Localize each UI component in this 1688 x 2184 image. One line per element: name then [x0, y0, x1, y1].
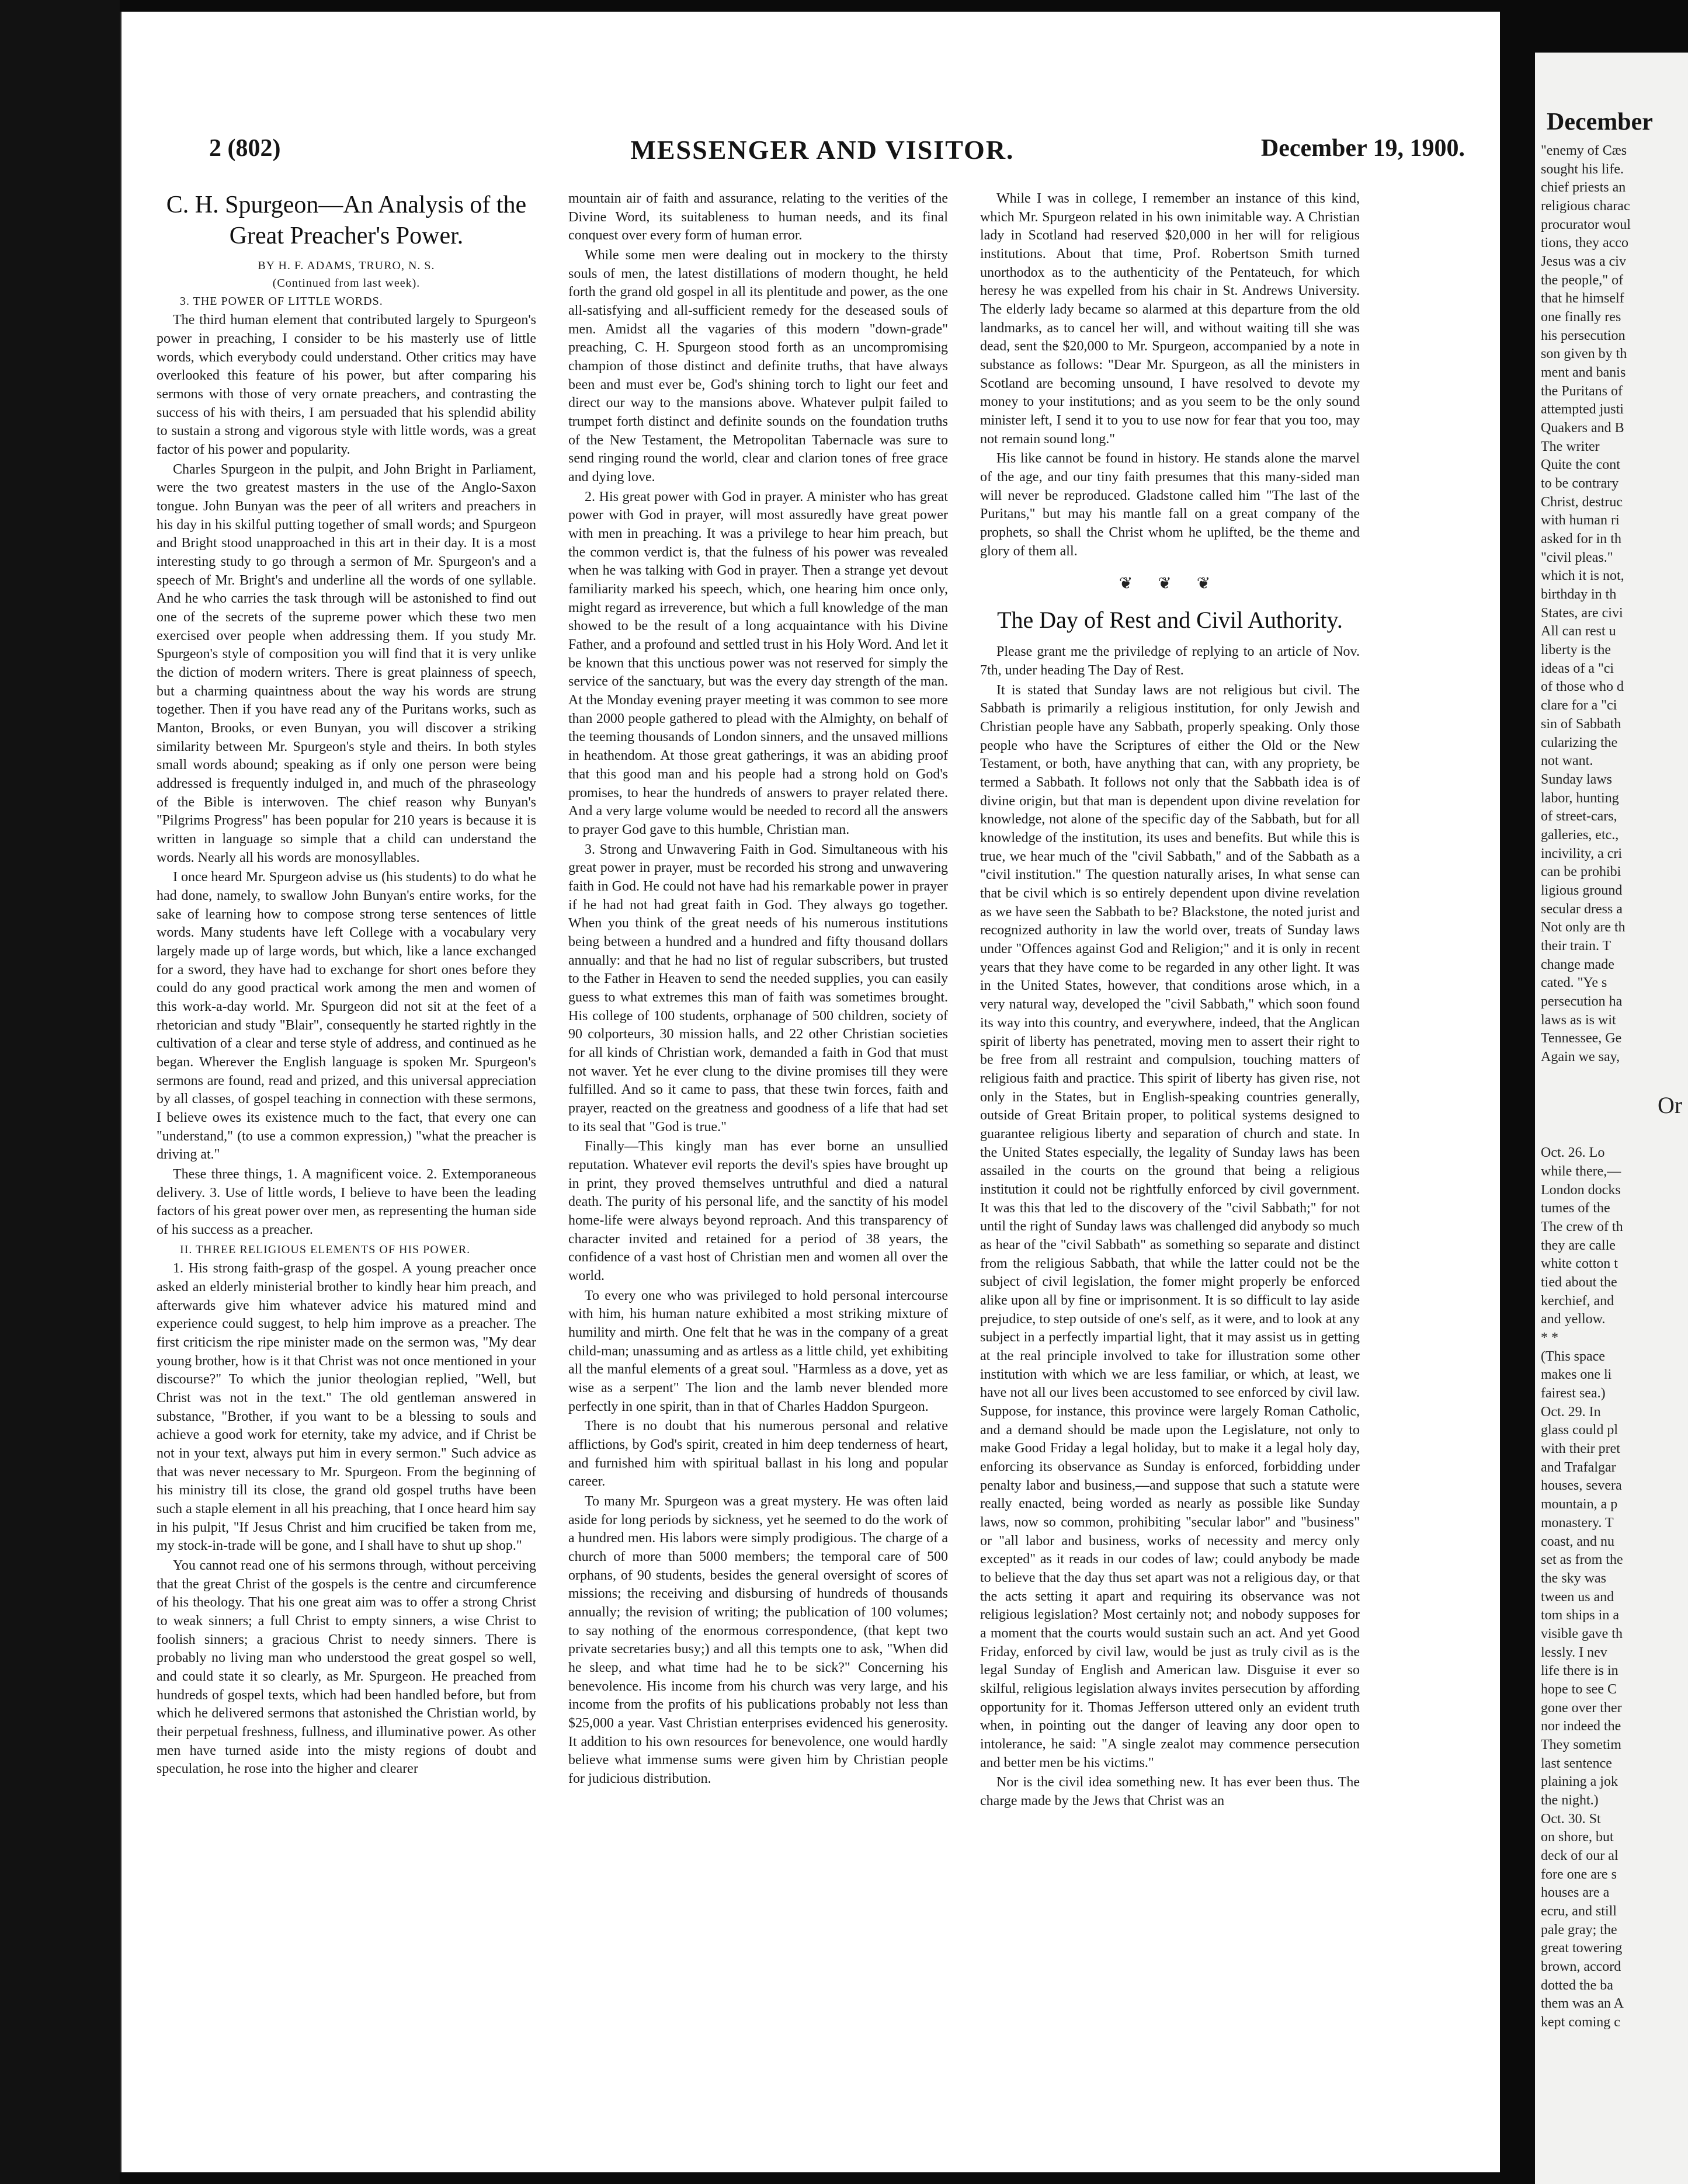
adjacent-page-line: ecru, and still	[1541, 1903, 1617, 1919]
paragraph: Please grant me the priviledge of replying to an article of Nov. 7th, under heading The Day of Rest.	[980, 644, 1360, 679]
adjacent-page-line: with human ri	[1541, 513, 1620, 528]
adjacent-page-line: brown, accord	[1541, 1959, 1621, 1974]
adjacent-page-line: tween us and	[1541, 1589, 1614, 1605]
adjacent-page-line: The crew of th	[1541, 1219, 1623, 1235]
adjacent-page-line: the people," of	[1541, 272, 1624, 288]
adjacent-page-line: persecution ha	[1541, 993, 1623, 1009]
adjacent-page-line: the night.)	[1541, 1792, 1599, 1808]
column-1	[157, 190, 536, 2093]
column-3	[980, 190, 1360, 2093]
adjacent-page-line: liberty is the	[1541, 642, 1611, 658]
adjacent-page-line: houses, severa	[1541, 1478, 1622, 1494]
newspaper-page	[120, 12, 1500, 2172]
paragraph: To many Mr. Spurgeon was a great mystery. He was often laid aside for long periods by sickness, yet he seemed to do the work of a hundred men. His labors were simply prodigious. The charge of a church of more than 5000 members; the temporal care of 500 orphans, of 90 students, besides the general oversight of scores of missions; the receiving and disbursing of hundreds of thousands annually; the revision of writing; the publication of 100 volumes; to say nothing of the enormous correspondence, (that kept two private secretaries busy;) and all this tempts one to ask, "When did he sleep, and what time had he to be sick?" Concerning his benevolence. His income from his church was very large, and his income from the profits of his publications probably not less than $25,000 a year. Vast Christian enterprises evidenced his generosity. It addition to his own resources for benevolence, one would hardly believe what immense sums were given him by Christian people for judicious distribution.	[568, 1494, 948, 1787]
paragraph: 3. Strong and Unwavering Faith in God. Simultaneous with his great power in prayer, must be recorded his strong and unwavering faith in God. He could not have had his remarkable power in prayer if he had not had great faith in God. They always go together. When you think of the great needs of his numerous institutions being between a hundred and a hundred and fifty thousand dollars annually: and that he had no list of regular subscribers, but trusted to the Father in Heaven to send the needed supplies, you can easily guess to what extremes this man of faith was sometimes brought. His college of 100 students, orphanage of 500 children, society of 90 colporteurs, 30 mission halls, and 22 other Christian societies for all kinds of Christian work, demanded a faith in God that must not waver. Yet he ever clung to the divine promises till they were fulfilled. And so it came to pass, that these twin forces, faith and prayer, reacted on the greatness and goodness of a life that had set to its seal that "God is true."	[568, 841, 948, 1135]
adjacent-page-line: with their pret	[1541, 1441, 1620, 1457]
adjacent-page-text	[1535, 142, 1688, 2032]
page-number: 2 (802)	[209, 135, 281, 162]
adjacent-page-line: States, are civi	[1541, 605, 1623, 621]
adjacent-page-line: sin of Sabbath	[1541, 716, 1621, 732]
section-heading-religious-elements: II. THREE RELIGIOUS ELEMENTS OF HIS POWER.	[180, 1243, 471, 1256]
adjacent-page-line: birthday in th	[1541, 587, 1617, 603]
adjacent-page-line: clare for a "ci	[1541, 698, 1617, 714]
adjacent-page-line: nor indeed the	[1541, 1719, 1621, 1734]
paragraph: Charles Spurgeon in the pulpit, and John Bright in Parliament, were the two greatest masters in the use of the Anglo-Saxon tongue. John Bunyan was the peer of all writers and preachers in his day in his skilful putting together of small words; and Spurgeon and Bright stood unapproached in this art in their day. It is a most interesting study to go through a sermon of Mr. Spurgeon's and a speech of Mr. Bright's and underline all the words of one syllable. And he who carries the task through will be astonished to find out one of the secrets of the supreme power which these two men exercised over people when addressing them. If you study Mr. Spurgeon's style of composition you will find that it is very unlike the diction of modern writers. There is great plainness of speech, but a charming quaintness about the way his words are strung together. Then if you have read any of the Puritans works, such as Manton, Brooks, or even Bunyan, you will discover a striking similarity between Mr. Spurgeon's style and theirs. In both styles small words abound; speaking as if only one person were being addressed is frequently indulged in, and much of the phraseology of the Bible is interwoven. The chief reason why Bunyan's "Pilgrims Progress" has been popular for 210 years is because it is written in language so simple that a child can understand the words. Nearly all his words are monosyllables.	[157, 461, 536, 865]
paragraph: I once heard Mr. Spurgeon advise us (his students) to do what he had done, namely, to swallow John Bunyan's entire works, for the sake of learning how to compose strong terse sentences of little words. Many students have left College with a vocabulary very largely made up of large words, but which, like a lance exchanged for a sword, they have had to exchange for short ones before they could do any good practical work among the men and women of this work-a-day world. Mr. Spurgeon did not sit at the feet of a rhetorician and study "Blair", consequently he started rightly in the cultivation of a clear and terse style of address, and continued as he began. Wherever the English language is spoken Mr. Spurgeon's sermons are found, read and prized, and this universal appreciation by all classes, of gospel teaching in connection with these sermons, I believe owes its existence much to the fact, that every one can "understand," (to use a common expression,) "what the preacher is driving at."	[157, 870, 536, 1163]
section-heading-little-words: 3. THE POWER OF LITTLE WORDS.	[180, 294, 383, 308]
article-byline: BY H. F. ADAMS, TRURO, N. S.	[258, 259, 435, 272]
adjacent-page-line: while there,—	[1541, 1164, 1621, 1180]
adjacent-page-line: All can rest u	[1541, 624, 1616, 639]
adjacent-page-line: ideas of a "ci	[1541, 660, 1614, 676]
adjacent-page-line: Tennessee, Ge	[1541, 1031, 1622, 1046]
adjacent-page-line: of those who d	[1541, 679, 1624, 695]
adjacent-page-line: tions, they acco	[1541, 235, 1628, 251]
adjacent-page-line: one finally res	[1541, 309, 1621, 325]
adjacent-page-line: laws as is wit	[1541, 1012, 1616, 1028]
adjacent-page-line: galleries, etc.,	[1541, 827, 1619, 843]
adjacent-page-line: ligious ground	[1541, 882, 1623, 898]
adjacent-page-line: and yellow.	[1541, 1312, 1606, 1327]
adjacent-page-line: religious charac	[1541, 199, 1630, 214]
adjacent-page-line: fore one are s	[1541, 1866, 1617, 1882]
adjacent-page-line: London docks	[1541, 1182, 1621, 1198]
adjacent-page-line: houses are a	[1541, 1885, 1610, 1901]
adjacent-page-line: plaining a jok	[1541, 1774, 1618, 1790]
adjacent-page-line: Quite the cont	[1541, 457, 1620, 473]
paragraph: Finally—This kingly man has ever borne an unsullied reputation. Whatever evil reports the devil's spies have brought up in print, they proved themselves untruthful and died a natural death. The purity of his personal life, and the sanctity of his model home-life were always beyond reproach. And this transparency of character invited and retained for a period of 38 years, the confidence of a vast host of Christian men and women all over the world.	[568, 1139, 948, 1284]
paragraph: While I was in college, I remember an instance of this kind, which Mr. Spurgeon related in his own inimitable way. A Christian lady in Scotland had reserved $20,000 in her will for religious institutions. About that time, Prof. Robertson Smith turned unorthodox as to the authenticity of the Pentateuch, for which heresy he was expelled from his chair in St. Andrews University. The elderly lady became so alarmed at this departure from the old landmarks, as to cancel her will, and without waiting till she was dead, sent the $20,000 to Mr. Spurgeon, accompanied by a note in substance as follows: "Dear Mr. Spurgeon, as all the ministers in Scotland are becoming unsound, I have resolved to devote my money to your institutions; and as you seem to be the only sound minister left, I send it to you to use now for fear that you too, may not remain sound long."	[980, 191, 1360, 447]
article-title-spurgeon: C. H. Spurgeon—An Analysis of the Great Preacher's Power.	[166, 192, 527, 249]
column-2	[568, 190, 948, 2093]
paragraph: These three things, 1. A magnificent voice. 2. Extemporaneous delivery. 3. Use of little words, I believe to have been the leading factors of his great power over men, as representing the human side of his success as a preacher.	[157, 1167, 536, 1238]
adjacent-page-line: change made	[1541, 957, 1614, 972]
paragraph: There is no doubt that his numerous personal and relative afflictions, by God's spirit, created in him deep tenderness of heart, and furnished him with spiritual ballast in his long and popular career.	[568, 1418, 948, 1490]
adjacent-page-line: The writer	[1541, 439, 1600, 454]
adjacent-page-line: life there is in	[1541, 1663, 1618, 1679]
paragraph: 2. His great power with God in prayer. A minister who has great power with God in prayer, will most assuredly have great power with men in preaching. It was a privilege to hear him preach, but the common verdict is, that the fulness of his power was revealed when he was talking with God in prayer. Then a strange yet devout familiarity marked his speech, which, one hearing him once only, might regard as irreverence, but which a full knowledge of the man showed to be the result of a long acquaintance with his Divine Father, and a profound and settled trust in his Holy Word. And let it be known that this unctious power was not reserved for simply the service of the sanctuary, but was the every day strength of the man. At the Monday evening prayer meeting it was common to see more than 2000 people gathered to plead with the Almighty, on behalf of the teeming thousands of London sinners, and the unsaved millions in heathendom. At those great gatherings, it was an abiding proof that this good man and his people had a strong hold on God's promises, to hear the hundreds of answers to prayer related there. And a very large volume would be needed to record all the answers to prayer God gave to this humble, Christian man.	[568, 489, 948, 837]
adjacent-page-line: tied about the	[1541, 1275, 1617, 1291]
adjacent-page-line: incivility, a cri	[1541, 846, 1623, 861]
adjacent-page-line: labor, hunting	[1541, 790, 1619, 806]
adjacent-page-line: pale gray; the	[1541, 1922, 1617, 1938]
adjacent-page-line: Oct. 29. In	[1541, 1404, 1601, 1420]
paragraph: The third human element that contributed largely to Spurgeon's power in preaching, I consider to be his masterly use of little words, which everybody could understand. Other critics may have overlooked this feature of his power, but after comparing his sermons with those of very ornate preachers, and contrasting the success of his with theirs, I am persuaded that his splendid ability to sustain a strong and vigorous style with little words, was a great factor of his power and popularity.	[157, 312, 536, 457]
adjacent-page-line: coast, and nu	[1541, 1533, 1614, 1549]
adjacent-page-line: sought his life.	[1541, 161, 1624, 177]
adjacent-page-subhead: Or	[1658, 1091, 1683, 1118]
masthead: MESSENGER AND VISITOR.	[630, 135, 1015, 165]
paragraph: 1. His strong faith-grasp of the gospel. A young preacher once asked an elderly ministerial brother to kindly hear him preach, and afterwards give him whatever advice his matured mind and experience could suggest, to help him improve as a preacher. The first criticism the ripe minister made on the sermon was, "My dear young brother, how is it that Christ was not once mentioned in your discourse?" To which the junior theologian replied, "Well, but Christ was not in the text." The old gentleman answered in substance, "Brother, if you want to be a blessing to souls and achieve a good work for eternity, take my advice, and if Christ be not in your text, always put him in every sermon." Such advice as that was never necessary to Mr. Spurgeon. From the beginning of his ministry till its close, the grand old gospel truths have been such a staple element in all his preaching, that I once heard him say in his pulpit, "If Jesus Christ and him crucified be taken from me, my stock-in-trade will be gone, and I shall have to shut up shop."	[157, 1261, 536, 1554]
adjacent-page-line: not want.	[1541, 753, 1593, 769]
adjacent-page-line: procurator woul	[1541, 217, 1631, 232]
adjacent-page-line: monastery. T	[1541, 1515, 1614, 1531]
adjacent-page-line: Christ, destruc	[1541, 494, 1623, 510]
adjacent-page-line: secular dress a	[1541, 901, 1623, 917]
adjacent-page-line: They sometim	[1541, 1737, 1621, 1752]
adjacent-page-line: hope to see C	[1541, 1681, 1617, 1697]
adjacent-page-line: Not only are th	[1541, 920, 1626, 935]
adjacent-page-line: glass could pl	[1541, 1423, 1618, 1438]
adjacent-page-line: Sunday laws	[1541, 771, 1612, 787]
article-title-day-of-rest: The Day of Rest and Civil Authority.	[997, 607, 1343, 634]
paragraph: To every one who was privileged to hold personal intercourse with him, his human nature exhibited a most striking mixture of humility and mirth. One felt that he was in the company of a great child-man; unassuming and as artless as a little child, yet exhibiting all the manful elements of a great soul. "Harmless as a dove, yet as wise as a serpent" The lion and the lamb never blended more perfectly in one spirit, than in that of Charles Haddon Spurgeon.	[568, 1288, 948, 1414]
adjacent-page-line: visible gave th	[1541, 1626, 1623, 1642]
adjacent-page-line: kerchief, and	[1541, 1293, 1614, 1309]
adjacent-page-line: which it is not,	[1541, 568, 1624, 584]
adjacent-page-line: kept coming c	[1541, 2014, 1620, 2030]
adjacent-page-line: Quakers and B	[1541, 420, 1624, 436]
adjacent-page-line: "civil pleas."	[1541, 550, 1613, 565]
adjacent-page-line: (This space	[1541, 1348, 1605, 1364]
adjacent-page-line: them was an A	[1541, 1996, 1624, 2012]
issue-date: December 19, 1900.	[1260, 135, 1465, 162]
adjacent-page-line: Oct. 26. Lo	[1541, 1145, 1605, 1161]
adjacent-page-line: tumes of the	[1541, 1201, 1610, 1216]
adjacent-page-line: can be prohibi	[1541, 864, 1621, 880]
paragraph: Nor is the civil idea something new. It has ever been thus. The charge made by the Jews that Christ was an	[980, 1775, 1360, 1809]
adjacent-page-line: "enemy of Cæs	[1541, 143, 1627, 158]
adjacent-page-line: cularizing the	[1541, 735, 1618, 750]
adjacent-page-line: tom ships in a	[1541, 1608, 1620, 1623]
adjacent-page-line: on shore, but	[1541, 1830, 1614, 1845]
adjacent-page-line: dotted the ba	[1541, 1977, 1613, 1993]
adjacent-page-line: asked for in th	[1541, 531, 1621, 547]
section-divider-ornament: ❦ ❦ ❦	[1119, 575, 1221, 593]
paragraph: mountain air of faith and assurance, relating to the verities of the Divine Word, its suitableness to human needs, and its final conquest over every form of human error.	[568, 191, 948, 244]
adjacent-page-header: December	[1547, 109, 1653, 135]
adjacent-page-line: great towering	[1541, 1940, 1623, 1956]
adjacent-page-line: attempted justi	[1541, 402, 1624, 418]
adjacent-page-line: son given by th	[1541, 346, 1627, 362]
adjacent-page-line: Jesus was a civ	[1541, 254, 1626, 270]
adjacent-page-line: Oct. 30. St	[1541, 1811, 1601, 1827]
adjacent-page-line: they are calle	[1541, 1237, 1616, 1253]
continued-note: (Continued from last week).	[272, 277, 421, 290]
page-header	[209, 134, 1465, 175]
adjacent-page-line: to be contrary	[1541, 476, 1619, 492]
adjacent-page-line: white cotton t	[1541, 1256, 1618, 1272]
adjacent-page-line: ment and banis	[1541, 365, 1626, 381]
adjacent-page-line: deck of our al	[1541, 1848, 1618, 1863]
adjacent-page-line: that he himself	[1541, 291, 1624, 307]
adjacent-page-line: their train. T	[1541, 938, 1611, 954]
adjacent-page-line: cated. "Ye s	[1541, 975, 1607, 991]
paragraph: While some men were dealing out in mockery to the thirsty souls of men, the latest distillations of modern thought, he held forth the grand old gospel in all its plentitude and power, as the one all-satisfying and all-sufficient remedy for the deseased souls of men. Amidst all the vagaries of this modern "down-grade" preaching, C. H. Spurgeon stood forth as an uncompromising champion of those distinct and definite truths, that have always been and must ever be, God's shining torch to light our feet and direct our way to the mansions above. Whatever pulpit failed to trumpet forth distinct and definite sounds on the foundation truths of the New Testament, the Metropolitan Tabernacle was sure to send ringing round the world, clear and clarion tones of free grace and dying love.	[568, 248, 948, 485]
adjacent-page-line: makes one li	[1541, 1367, 1612, 1383]
adjacent-page-line: lessly. I nev	[1541, 1644, 1607, 1660]
paragraph: It is stated that Sunday laws are not religious but civil. The Sabbath is primarily a religious institution, for only Jewish and Christian people have any Sabbath, properly speaking. Only those people who have the Scriptures of either the Old or the New Testament, or both, have anything that can, with any propriety, be termed a Sabbath. It follows not only that the Sabbath idea is of divine origin, but that man is dependent upon divine revelation for knowledge, not alone of the specific day of the Sabbath, but for all knowledge of the institution, its uses and benefits. But while this is true, we hear much of the "civil Sabbath," and of the Sabbath as a "civil institution." The question naturally arises, In what sense can that be civil which is so entirely dependent upon divine revelation as we have seen the Sabbath to be? Blackstone, the noted jurist and recognized authority in law the world over, treats of Sunday laws under "Offences against God and Religion;" and it is only in recent years that they have come to be regarded in any other light. It was in the United States, however, that conditions arose which, in a very natural way, developed the "civil Sabbath," which soon found its way into this country, and everywhere, indeed, that the Anglican spirit of liberty has penetrated, moving men to assert their right to be free from all restraint and compulsion, touching matters of religious faith and practice. This spirit of liberty has given rise, not only in the States, but in English-speaking countries generally, outside of Great Britain proper, to political systems designed to guarantee religious liberty and separation of church and state. In the United States especially, the legality of Sunday laws has been assailed in the courts on the ground that being a religious institution it could not be rightfully enforced by civil government. It was this that led to the discovery of the "civil Sabbath;" for not until the right of Sunday laws was challenged did anybody so much as hear of the "civil Sabbath" as something so separate and distinct from the religious Sabbath, that while the latter could not be the subject of civil legislation, the fomer might properly be enforced alike upon all by fine or imprisonment. It is so difficult to lay aside prejudice, to step outside of one's self, as it were, and to look at any subject in a perfectly impartial light, that it may assist us in getting at the real principle involved to take for illustration some other institution with which we are less familiar, or which, at least, we have not all our lives been accustomed to see enforced by civil law. Suppose, for instance, this province were largely Roman Catholic, and a demand should be made upon the Legislature, not only to make Good Friday a legal holiday, but to make it a legal holy day, enforcing its observance as Sunday is enforced, forbidding under penalty labor and business,—and suppose that such a statute were really enacted, being worded as nearly as possible like Sunday laws, now so common, prohibiting "secular labor" and "business" or "all labor and business, works of necessity and mercy only excepted" as it reads in our codes of law; could anybody be made to believe that the day thus set apart was not a religious day, or that the acts setting it apart and requiring its observance was not religious legislation? Most certainly not; and nobody supposes for a moment that the courts would sustain such an act. And yet Good Friday, enforced by civil law, would be just as truly civil as is the legal Sunday of English and American law. Disguise it ever so skilful, religious legislation always invites persecution by affording opportunity for it. Thomas Jefferson uttered only an evident truth when, in pointing out the danger of leaving any door open to intolerance, he said: "A single zealot may commence persecution and better men be his victims."	[980, 682, 1360, 1771]
paragraph: His like cannot be found in history. He stands alone the marvel of the age, and our tiny faith presumes that this many-sided man will never be reproduced. Gladstone called him "The last of the Puritans," but may his mantle fall on a great company of the prophets, so shall the Christ whom he uplifted, be the theme and glory of them all.	[980, 451, 1360, 559]
adjacent-page-line: the Puritans of	[1541, 383, 1623, 399]
adjacent-page-line: Again we say,	[1541, 1049, 1620, 1065]
adjacent-page-line: gone over ther	[1541, 1700, 1622, 1716]
adjacent-page-line: the sky was	[1541, 1570, 1606, 1586]
adjacent-page-line: of street-cars,	[1541, 809, 1617, 825]
adjacent-page-line: set as from the	[1541, 1552, 1623, 1568]
scan-left-margin	[0, 0, 120, 2184]
adjacent-page-line: mountain, a p	[1541, 1497, 1618, 1512]
adjacent-page-line: and Trafalgar	[1541, 1459, 1616, 1475]
adjacent-page-line: his persecution	[1541, 328, 1626, 343]
adjacent-page-fragment	[1535, 53, 1688, 2184]
adjacent-page-line: fairest sea.)	[1541, 1386, 1606, 1401]
paragraph: You cannot read one of his sermons through, without perceiving that the great Christ of the gospels is the centre and circumference of his theology. That his one great aim was to offer a strong Christ to weak sinners; a full Christ to empty sinners, a wise Christ to foolish sinners; a gracious Christ to needy sinners. There is probably no living man who understood the great gospel so well, and could state it so clearly, as Mr. Spurgeon. He preached from hundreds of gospel texts, which had been handled before, but from which he delivered sermons that astonished the Christian world, by their perpetual freshness, fullness, and illuminative power. As other men have turned aside into the misty regions of doubt and speculation, he rose into the higher and clearer	[157, 1557, 536, 1777]
adjacent-page-line: * *	[1541, 1330, 1558, 1346]
adjacent-page-line: chief priests an	[1541, 180, 1626, 196]
adjacent-page-line: last sentence	[1541, 1755, 1612, 1771]
